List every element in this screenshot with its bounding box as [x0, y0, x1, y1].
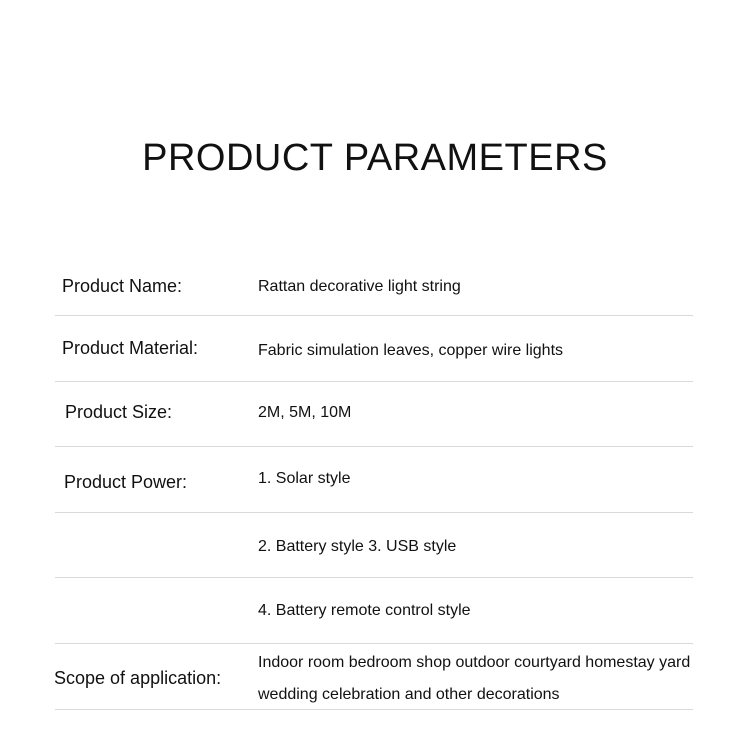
row-divider [55, 709, 693, 710]
row-divider [55, 446, 693, 447]
page-title: PRODUCT PARAMETERS [142, 137, 608, 180]
param-label-material: Product Material: [62, 338, 199, 358]
param-value-scope-line2: wedding celebration and other decorations [258, 686, 560, 703]
param-value-power-3: 4. Battery remote control style [258, 602, 471, 619]
param-value-power-2: 2. Battery style 3. USB style [258, 538, 457, 555]
param-value-material: Fabric simulation leaves, copper wire lights [258, 342, 564, 359]
row-divider [55, 577, 693, 578]
param-value-size: 2M, 5M, 10M [258, 404, 352, 421]
param-value-scope-line1: Indoor room bedroom shop outdoor courtyard homestay yard [258, 654, 691, 671]
param-value-power-1: 1. Solar style [258, 470, 351, 487]
param-label-size: Product Size: [65, 402, 173, 422]
row-divider [55, 381, 693, 382]
param-label-power: Product Power: [64, 472, 188, 492]
param-label-name: Product Name: [62, 276, 183, 296]
param-label-scope: Scope of application: [54, 668, 222, 688]
row-divider [55, 643, 693, 644]
row-divider [55, 315, 693, 316]
row-divider [55, 512, 693, 513]
param-value-name: Rattan decorative light string [258, 278, 461, 295]
